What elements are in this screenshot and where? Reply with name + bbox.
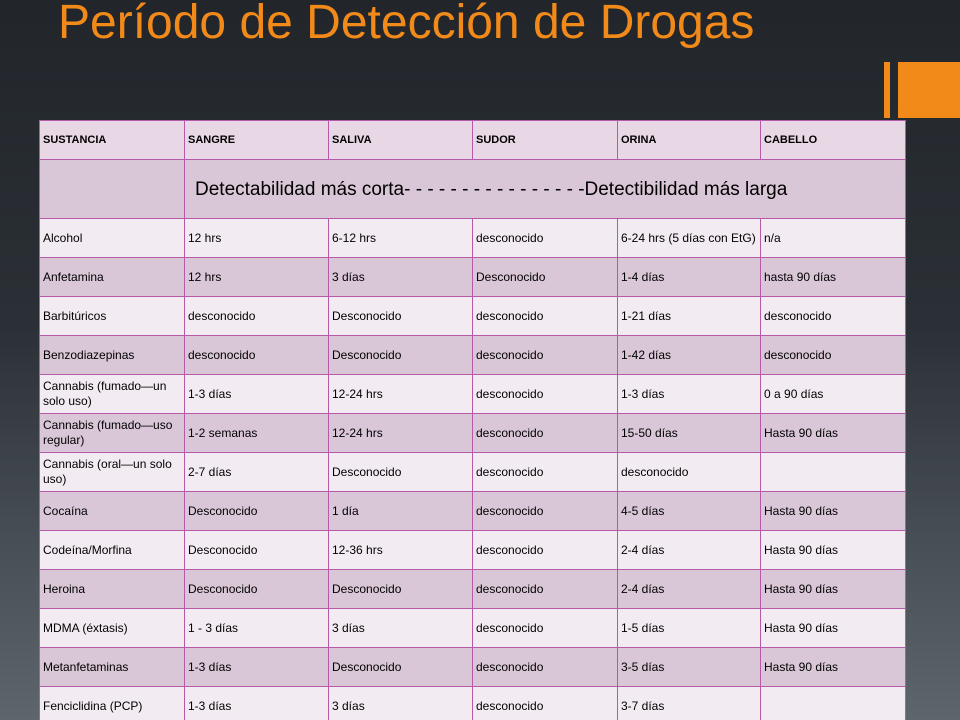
header-cell: SANGRE <box>185 121 329 160</box>
substance-cell: Cocaína <box>40 492 185 531</box>
table-cell: desconocido <box>185 336 329 375</box>
table-cell: Desconocido <box>185 531 329 570</box>
table-row <box>40 531 906 570</box>
table-row <box>40 570 906 609</box>
table-cell: 12-24 hrs <box>329 414 473 453</box>
table-cell <box>761 453 906 492</box>
substance-cell: Metanfetaminas <box>40 648 185 687</box>
table-cell: Hasta 90 días <box>761 648 906 687</box>
table-cell <box>761 687 906 720</box>
accent-bar-thin <box>884 62 890 118</box>
table-header-row <box>40 121 906 160</box>
table-cell: 0 a 90 días <box>761 375 906 414</box>
substance-cell: Cannabis (fumado—uso regular) <box>40 414 185 453</box>
table-cell: 3 días <box>329 609 473 648</box>
table-cell: 12 hrs <box>185 258 329 297</box>
table-cell: desconocido <box>473 648 618 687</box>
table-row <box>40 297 906 336</box>
table-cell: desconocido <box>473 414 618 453</box>
table-cell: 3 días <box>329 687 473 720</box>
substance-cell: Fenciclidina (PCP) <box>40 687 185 720</box>
header-cell: ORINA <box>618 121 761 160</box>
table-cell: Hasta 90 días <box>761 492 906 531</box>
substance-cell: Codeína/Morfina <box>40 531 185 570</box>
table-cell: 2-7 días <box>185 453 329 492</box>
table-row <box>40 414 906 453</box>
table-cell: Desconocido <box>329 453 473 492</box>
detectability-band: Detectabilidad más corta- - - - - - - - - - - - - - - -Detectibilidad más larga <box>185 160 906 219</box>
table-cell: 6-12 hrs <box>329 219 473 258</box>
table-cell: 3-7 días <box>618 687 761 720</box>
table-cell: desconocido <box>473 609 618 648</box>
table-cell: Hasta 90 días <box>761 531 906 570</box>
table-cell: desconocido <box>761 297 906 336</box>
detection-table <box>39 120 906 720</box>
table-cell: 12-36 hrs <box>329 531 473 570</box>
substance-cell: Cannabis (oral—un solo uso) <box>40 453 185 492</box>
table-cell: Desconocido <box>329 648 473 687</box>
table-cell: 1-3 días <box>185 375 329 414</box>
table-cell: 1 día <box>329 492 473 531</box>
table-cell: 1-21 días <box>618 297 761 336</box>
table-cell: 1-42 días <box>618 336 761 375</box>
table-cell: hasta 90 días <box>761 258 906 297</box>
table-cell: 2-4 días <box>618 531 761 570</box>
slide-title: Período de Detección de Drogas <box>58 0 755 49</box>
table-row <box>40 453 906 492</box>
substance-cell: Anfetamina <box>40 258 185 297</box>
table-cell: Hasta 90 días <box>761 414 906 453</box>
table-cell: 1-4 días <box>618 258 761 297</box>
table-row <box>40 336 906 375</box>
table-cell: Hasta 90 días <box>761 609 906 648</box>
table-cell: Desconocido <box>329 297 473 336</box>
table-cell: desconocido <box>473 687 618 720</box>
table-cell: 12 hrs <box>185 219 329 258</box>
table-cell: Desconocido <box>329 570 473 609</box>
band-empty-cell <box>40 160 185 219</box>
substance-cell: Alcohol <box>40 219 185 258</box>
header-cell: CABELLO <box>761 121 906 160</box>
substance-cell: Barbitúricos <box>40 297 185 336</box>
detectability-band-row <box>40 160 906 219</box>
table-cell: 1 - 3 días <box>185 609 329 648</box>
table-cell: desconocido <box>473 375 618 414</box>
table-cell: desconocido <box>473 492 618 531</box>
table-cell: Desconocido <box>185 570 329 609</box>
table-cell: desconocido <box>473 219 618 258</box>
table-row <box>40 609 906 648</box>
table-cell: 3 días <box>329 258 473 297</box>
table-cell: Hasta 90 días <box>761 570 906 609</box>
table-cell: Desconocido <box>473 258 618 297</box>
table-cell: Desconocido <box>329 336 473 375</box>
table-cell: n/a <box>761 219 906 258</box>
table-cell: 12-24 hrs <box>329 375 473 414</box>
substance-cell: Cannabis (fumado—un solo uso) <box>40 375 185 414</box>
table-cell: 1-3 días <box>618 375 761 414</box>
table-cell: 1-3 días <box>185 687 329 720</box>
table-cell: 4-5 días <box>618 492 761 531</box>
accent-bar-thick <box>898 62 960 118</box>
table-cell: desconocido <box>473 297 618 336</box>
table-cell: desconocido <box>618 453 761 492</box>
table-cell: desconocido <box>473 570 618 609</box>
table-row <box>40 648 906 687</box>
table-cell: Desconocido <box>185 492 329 531</box>
header-cell: SUSTANCIA <box>40 121 185 160</box>
table-cell: desconocido <box>473 531 618 570</box>
substance-cell: MDMA (éxtasis) <box>40 609 185 648</box>
table-row <box>40 219 906 258</box>
table-row <box>40 258 906 297</box>
header-cell: SUDOR <box>473 121 618 160</box>
table-cell: 1-3 días <box>185 648 329 687</box>
table-cell: 6-24 hrs (5 días con EtG) <box>618 219 761 258</box>
substance-cell: Heroina <box>40 570 185 609</box>
table-cell: 1-2 semanas <box>185 414 329 453</box>
table-cell: desconocido <box>761 336 906 375</box>
table-cell: 2-4 días <box>618 570 761 609</box>
table-cell: 15-50 días <box>618 414 761 453</box>
substance-cell: Benzodiazepinas <box>40 336 185 375</box>
table-cell: 3-5 días <box>618 648 761 687</box>
header-cell: SALIVA <box>329 121 473 160</box>
table-cell: desconocido <box>185 297 329 336</box>
table-cell: 1-5 días <box>618 609 761 648</box>
table-row <box>40 492 906 531</box>
table-row <box>40 687 906 720</box>
table-cell: desconocido <box>473 336 618 375</box>
table-row <box>40 375 906 414</box>
table-cell: desconocido <box>473 453 618 492</box>
